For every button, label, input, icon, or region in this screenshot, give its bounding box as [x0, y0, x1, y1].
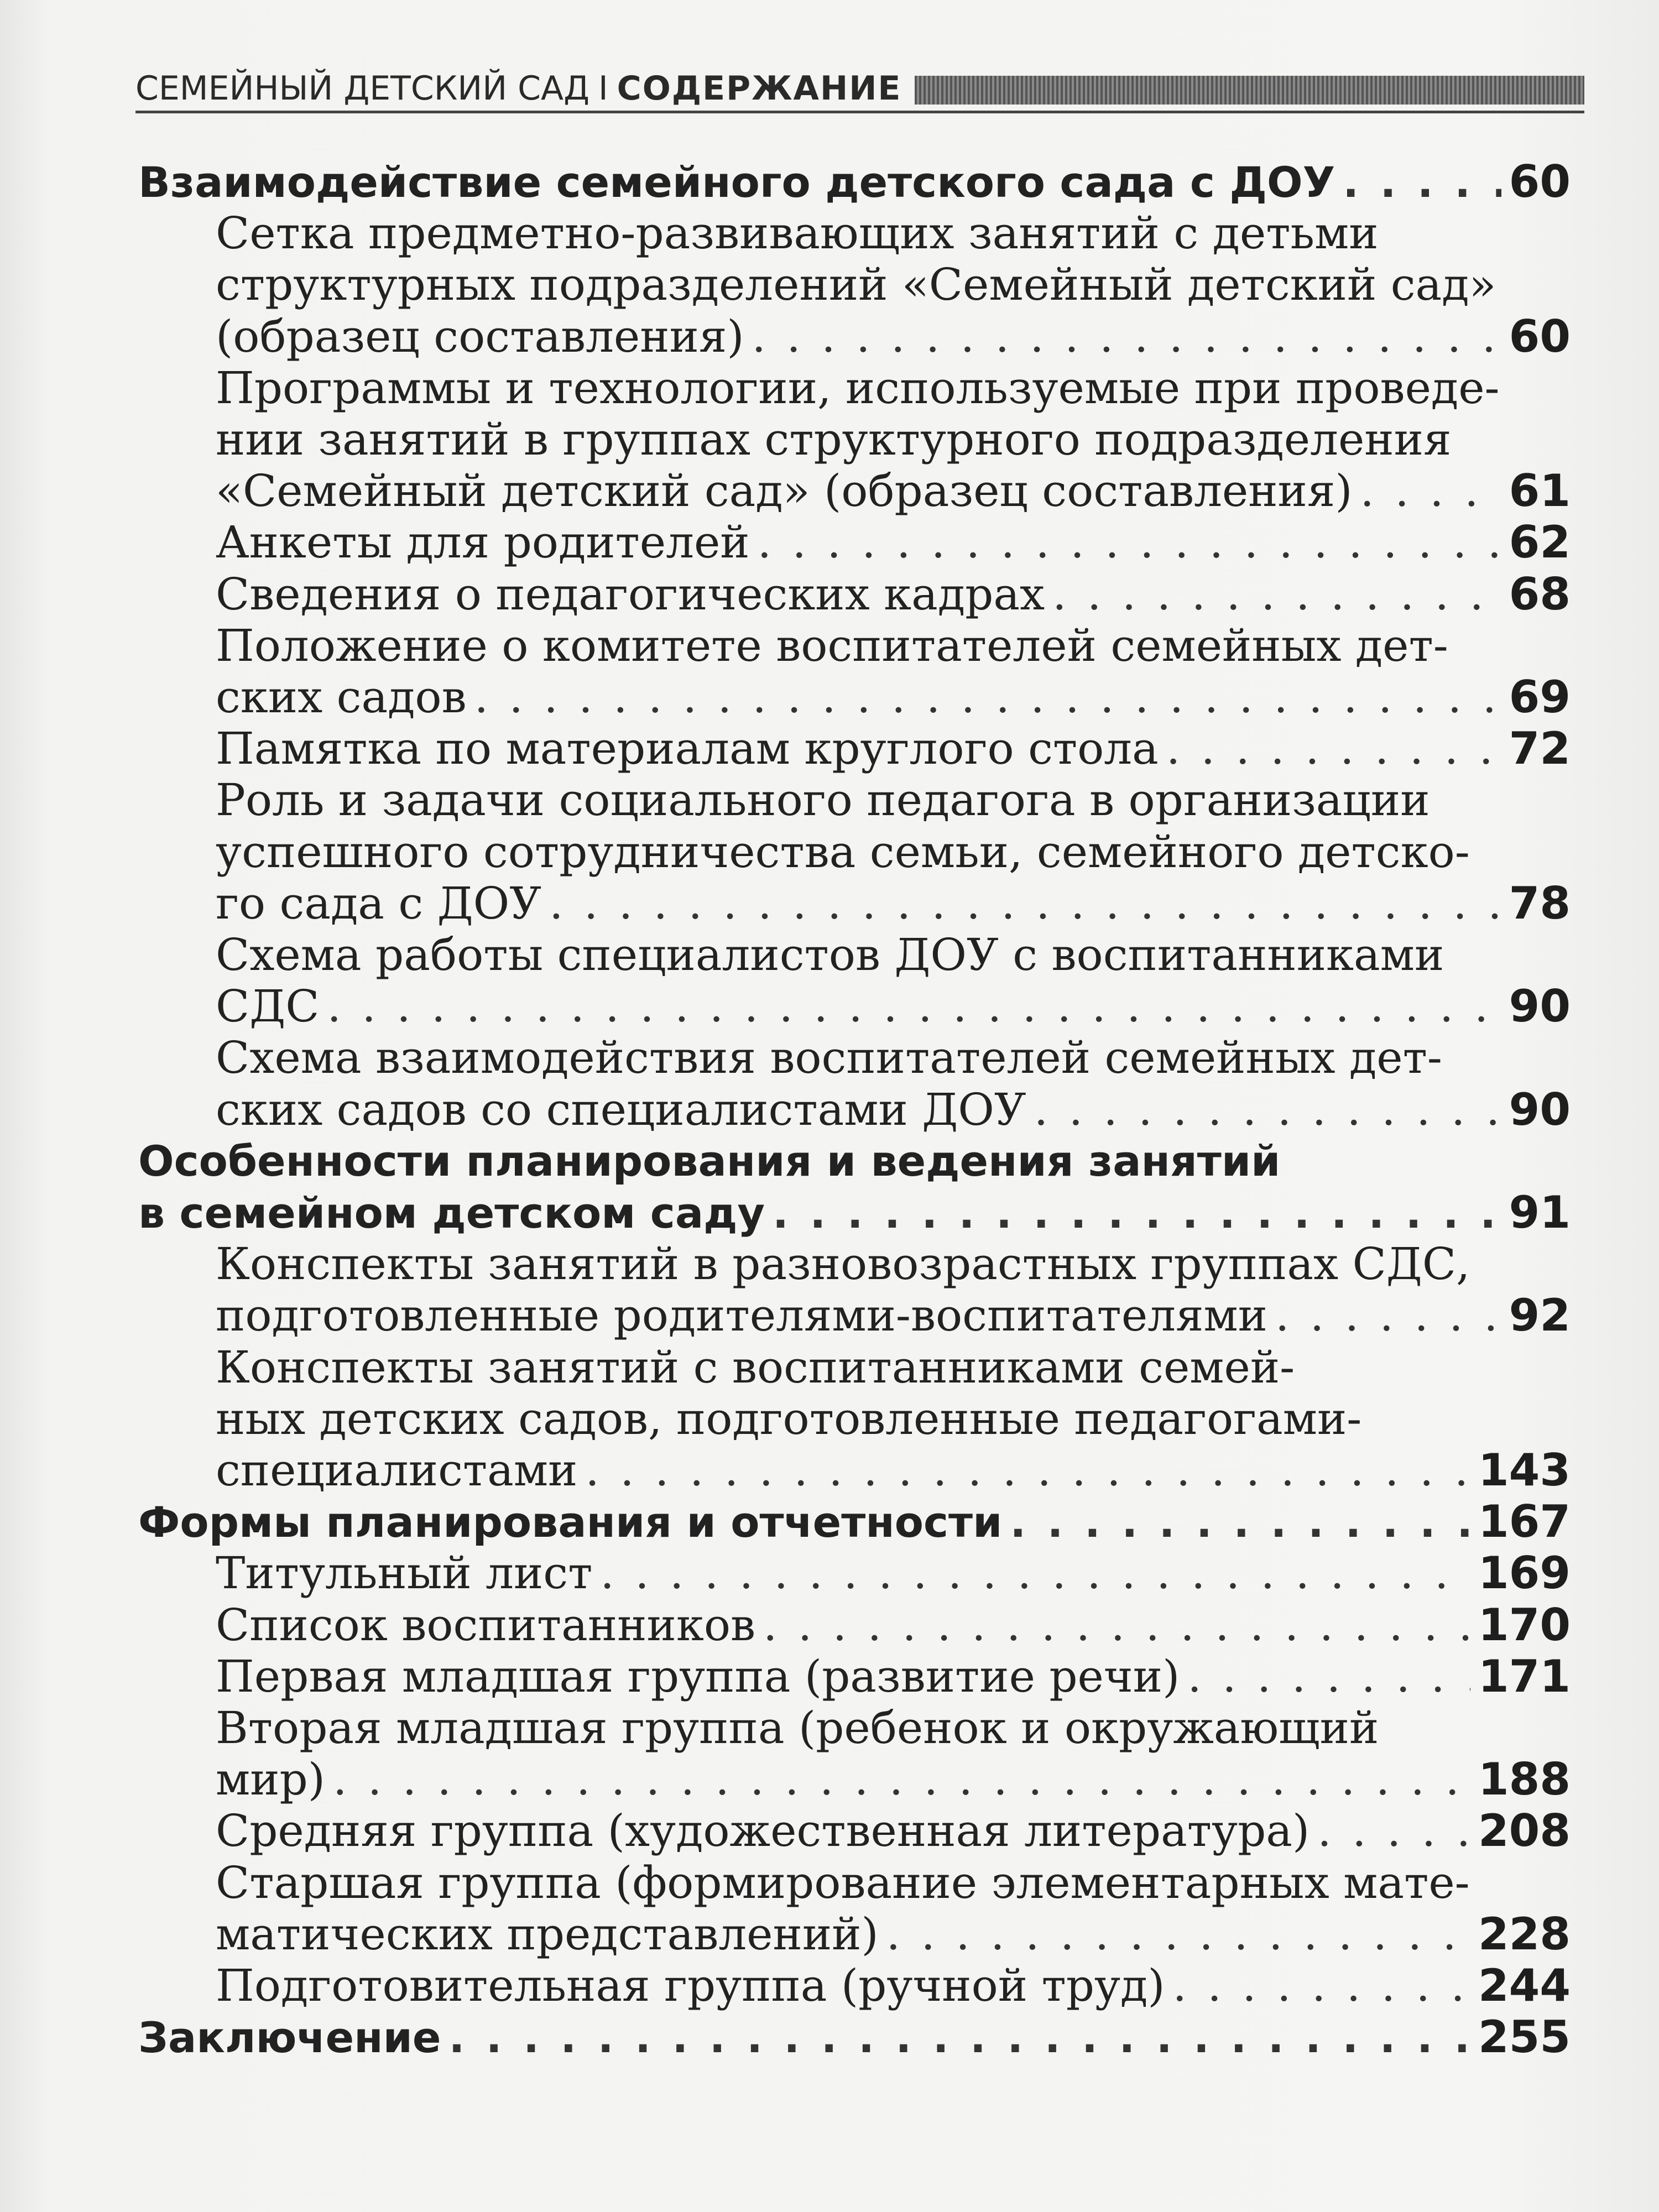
toc-entry-line	[216, 723, 1571, 775]
toc-entry-title: Подготовительная группа (ручной труд)	[216, 1960, 1165, 2011]
toc-entry-line	[216, 568, 1571, 620]
toc-section-line	[138, 2011, 1571, 2063]
toc-page-number: 60	[1509, 310, 1571, 362]
toc-entry-line	[216, 1238, 1571, 1290]
toc-entry-line	[216, 311, 1571, 363]
toc-leader-dots	[1173, 1960, 1470, 2012]
toc-leader-dots	[474, 671, 1501, 723]
toc-entry-line	[216, 517, 1571, 568]
toc-entry-line	[216, 671, 1571, 723]
toc-entry-line	[216, 1960, 1571, 2012]
toc-page-number: 90	[1509, 980, 1571, 1032]
toc-entry-title: Анкеты для родителей	[216, 517, 750, 568]
header-book-title: СЕМЕЙНЫЙ ДЕТСКИЙ САД	[135, 69, 589, 108]
toc-entry-title: Роль и задачи социального педагога в организации	[216, 774, 1430, 826]
toc-leader-dots	[333, 1754, 1470, 1806]
toc-entry-title: матических представлений)	[216, 1908, 879, 1960]
toc-entry-title: Программы и технологии, используемые при проведе-	[216, 362, 1500, 414]
toc-entry-title: (образец составления)	[216, 310, 744, 362]
toc-entry-title: Взаимодействие семейного детского сада с ДОУ	[138, 158, 1335, 207]
toc-entry-line	[216, 1805, 1571, 1857]
toc-entry-title: ных детских садов, подготовленные педагогами-	[216, 1392, 1362, 1444]
toc-entry-title: Особенности планирования и ведения занятий	[138, 1136, 1281, 1186]
toc-page-number: 171	[1478, 1650, 1571, 1702]
toc-entry-title: Конспекты занятий в разновозрастных группах СДС,	[216, 1238, 1470, 1290]
toc-entry-title: Конспекты занятий с воспитанниками семей-	[216, 1341, 1295, 1393]
toc-page-number: 169	[1478, 1547, 1571, 1599]
toc-leader-dots	[549, 878, 1501, 930]
toc-entry-line	[216, 980, 1571, 1032]
toc-section-line	[138, 1135, 1571, 1187]
toc-entry-title: Памятка по материалам круглого стола	[216, 723, 1159, 775]
toc-entry-title: Сведения о педагогических кадрах	[216, 568, 1045, 620]
toc-entry-title: успешного сотрудничества семьи, семейного детско-	[216, 826, 1470, 878]
toc-section-line	[138, 1496, 1571, 1548]
toc-entry-line	[216, 1754, 1571, 1806]
toc-entry-line	[216, 1857, 1571, 1909]
toc-entry-line	[216, 1651, 1571, 1703]
toc-leader-dots	[600, 1547, 1470, 1599]
toc-section-line	[138, 1187, 1571, 1239]
toc-page-number: 170	[1478, 1599, 1571, 1651]
toc-entry-line	[216, 414, 1571, 466]
toc-page-number: 68	[1509, 568, 1571, 620]
toc-leader-dots	[752, 311, 1501, 363]
toc-entry-title: специалистами	[216, 1444, 578, 1496]
toc-entry-line	[216, 362, 1571, 414]
toc-leader-dots	[585, 1444, 1470, 1496]
toc-entry-title: Вторая младшая группа (ребенок и окружающий	[216, 1702, 1379, 1754]
toc-entry-title: Средняя группа (художественная литература)	[216, 1805, 1310, 1857]
toc-entry-line	[216, 878, 1571, 930]
toc-leader-dots	[1166, 723, 1501, 775]
toc-page-number: 91	[1509, 1187, 1571, 1238]
toc-page-number: 167	[1478, 1496, 1571, 1548]
toc-page-number: 92	[1509, 1290, 1571, 1342]
toc-entry-title: Формы планирования и отчетности	[138, 1498, 1003, 1547]
toc-entry-line	[216, 207, 1571, 259]
toc-entry-line	[216, 1599, 1571, 1651]
toc-page-number: 208	[1478, 1805, 1571, 1857]
toc-entry-title: Схема взаимодействия воспитателей семейных дет-	[216, 1032, 1442, 1084]
toc-leader-dots	[1343, 156, 1501, 208]
toc-page-number: 228	[1478, 1908, 1571, 1960]
toc-page-number: 78	[1509, 877, 1571, 929]
toc-page-number: 72	[1509, 723, 1571, 775]
toc-entry-line	[216, 620, 1571, 672]
toc-entry-title: Титульный лист	[216, 1547, 593, 1599]
toc-leader-dots	[1317, 1805, 1470, 1857]
toc-entry-title: Старшая группа (формирование элементарных мате-	[216, 1856, 1470, 1908]
toc-entry-line	[216, 774, 1571, 826]
toc-leader-dots	[1052, 568, 1501, 620]
toc-entry-title: Положение о комитете воспитателей семейных дет-	[216, 619, 1448, 671]
toc-leader-dots	[773, 1187, 1501, 1239]
toc-page-number: 69	[1509, 671, 1571, 723]
toc-entry-title: структурных подразделений «Семейный детский сад»	[216, 259, 1496, 311]
toc-leader-dots	[1034, 1084, 1501, 1136]
toc-entry-line	[216, 1290, 1571, 1342]
toc-entry-title: СДС	[216, 980, 320, 1032]
toc-leader-dots	[1275, 1290, 1501, 1342]
toc-page-number: 60	[1509, 156, 1571, 207]
toc-entry-line	[216, 1444, 1571, 1496]
toc-leader-dots	[1187, 1651, 1470, 1703]
toc-entry-title: Заключение	[138, 2013, 441, 2063]
toc-page-number: 188	[1478, 1754, 1571, 1806]
toc-entry-line	[216, 1342, 1571, 1394]
toc-page-number: 61	[1509, 465, 1571, 517]
toc-entry-title: Первая младшая группа (развитие речи)	[216, 1650, 1180, 1702]
toc-leader-dots	[327, 980, 1501, 1032]
toc-page-number: 255	[1478, 2011, 1571, 2063]
toc-leader-dots	[763, 1599, 1470, 1651]
toc-entry-line	[216, 1547, 1571, 1599]
toc-entry-title: «Семейный детский сад» (образец составления)	[216, 465, 1353, 517]
toc-entry-title: Схема работы специалистов ДОУ с воспитанниками	[216, 929, 1444, 980]
toc-page-number: 90	[1509, 1083, 1571, 1135]
toc-entry-title: ских садов	[216, 671, 467, 723]
header-separator: I	[598, 69, 608, 108]
toc-leader-dots	[1010, 1496, 1470, 1548]
toc-entry-title: го сада с ДОУ	[216, 877, 542, 929]
toc-page-number: 244	[1478, 1960, 1571, 2011]
toc-section-line	[138, 156, 1571, 208]
toc-entry-title: Сетка предметно-развивающих занятий с детьми	[216, 207, 1379, 259]
toc-entry-line	[216, 1908, 1571, 1960]
toc-leader-dots	[886, 1908, 1470, 1960]
toc-page-number: 143	[1478, 1444, 1571, 1496]
toc-entry-line	[216, 826, 1571, 878]
toc-leader-dots	[448, 2012, 1470, 2064]
toc-entry-line	[216, 1032, 1571, 1084]
toc-entry-line	[216, 1084, 1571, 1136]
toc-entry-line	[216, 465, 1571, 517]
toc-page-number: 62	[1509, 517, 1571, 568]
toc-leader-dots	[1360, 465, 1501, 517]
toc-entry-line	[216, 929, 1571, 981]
toc-leader-dots	[758, 517, 1501, 568]
toc-entry-title: в семейном детском саду	[138, 1188, 765, 1238]
toc-entry-title: мир)	[216, 1754, 325, 1806]
toc-entry-title: Список воспитанников	[216, 1599, 756, 1651]
toc-entry-title: нии занятий в группах структурного подразделения	[216, 414, 1452, 465]
toc-entry-line	[216, 259, 1571, 311]
header-section-title: СОДЕРЖАНИЕ	[617, 69, 902, 108]
toc-entry-title: ских садов со специалистами ДОУ	[216, 1083, 1026, 1135]
toc-entry-title: подготовленные родителями-воспитателями	[216, 1290, 1267, 1342]
toc-entry-line	[216, 1702, 1571, 1754]
toc-entry-line	[216, 1393, 1571, 1445]
